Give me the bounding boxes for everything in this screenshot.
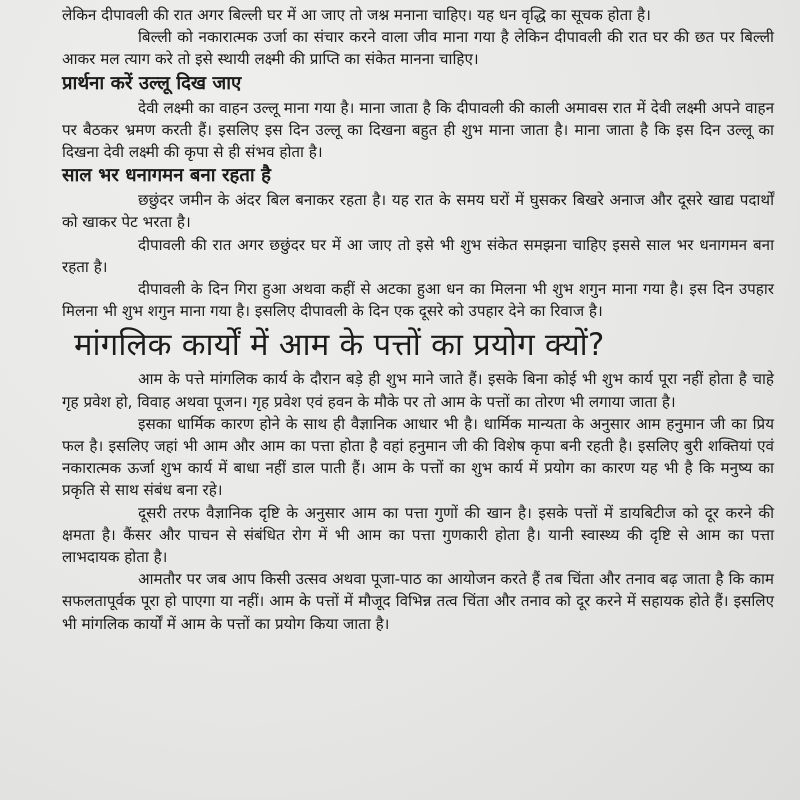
intro-paragraph-1: लेकिन दीपावली की रात अगर बिल्ली घर में आ जाए तो जश्न मनाना चाहिए। यह धन वृद्धि का सूचक होता है। — [62, 6, 651, 24]
mango-paragraph-2: इसका धार्मिक कारण होने के साथ ही वैज्ञानिक आधार भी है। धार्मिक मान्यता के अनुसार आम हनुमान जी का प्रिय फल है। इसलिए जहां भी आम और आम का पत्ता होता है वहां हनुमान जी की विशेष कृपा बनी रहती है। इसलिए बुरी शक्तियां एवं नकारात्मक ऊर्जा शुभ कार्य में बाधा नहीं डाल पाती हैं। आम के पत्तों का शुभ कार्य में प्रयोग का कारण यह भी है कि मनुष्य का प्रकृति से साथ संबंध बना रहे। — [62, 414, 774, 500]
section-heading-owl: प्रार्थना करें उल्लू दिख जाए — [62, 72, 242, 94]
mango-paragraph-4: आमतौर पर जब आप किसी उत्सव अथवा पूजा-पाठ का आयोजन करते हैं तब चिंता और तनाव बढ़ जाता है कि काम सफलतापूर्वक पूरा हो पाएगा या नहीं। आम के पत्तों में मौजूद विभिन्न तत्व चिंता और तनाव को दूर करने में सहायक होते हैं। इसलिए भी मांगलिक कार्यों में आम के पत्तों का प्रयोग किया जाता है। — [62, 570, 774, 633]
newspaper-page — [62, 4, 774, 635]
section-heading-wealth: साल भर धनागमन बना रहता है — [62, 165, 271, 187]
wealth-paragraph-1: छछुंदर जमीन के अंदर बिल बनाकर रहता है। यह रात के समय घरों में घुसकर बिखरे अनाज और दूसरे खाद्य पदार्थों को खाकर पेट भरता है। — [62, 191, 774, 232]
owl-paragraph-1: देवी लक्ष्मी का वाहन उल्लू माना गया है। माना जाता है कि दीपावली की काली अमावस रात में देवी लक्ष्मी अपने वाहन पर बैठकर भ्रमण करती हैं। इसलिए इस दिन उल्लू का दिखना बहुत ही शुभ माना जाता है। माना जाता है कि इस दिन उल्लू का दिखना देवी लक्ष्मी की कृपा से ही संभव होता है। — [62, 98, 774, 162]
wealth-paragraph-3: दीपावली के दिन गिरा हुआ अथवा कहीं से अटका हुआ धन का मिलना भी शुभ शगुन माना गया है। इस दिन उपहार मिलना भी शुभ शगुन माना गया है। इसलिए दीपावली के दिन एक दूसरे को उपहार देने का रिवाज है। — [62, 280, 774, 321]
mango-paragraph-1: आम के पत्ते मांगलिक कार्य के दौरान बड़े ही शुभ माने जाते हैं। इसके बिना कोई भी शुभ कार्य पूरा नहीं होता है चाहे गृह प्रवेश हो, विवाह अथवा पूजन। गृह प्रवेश एवं हवन के मौके पर तो आम के पत्तों का तोरण भी लगाया जाता है। — [62, 370, 774, 411]
intro-paragraph-2: बिल्ली को नकारात्मक उर्जा का संचार करने वाला जीव माना गया है लेकिन दीपावली की रात घर की छत पर बिल्ली आकर मल त्याग करे तो इसे स्थायी लक्ष्मी की प्राप्ति का संकेत मानना चाहिए। — [62, 28, 774, 69]
article-title-mango-leaves: मांगलिक कार्यों में आम के पत्तों का प्रयोग क्यों? — [74, 327, 605, 364]
mango-paragraph-3: दूसरी तरफ वैज्ञानिक दृष्टि के अनुसार आम का पत्ता गुणों की खान है। इसके पत्तों में डायबिटीज को दूर करने की क्षमता है। कैंसर और पाचन से संबंधित रोग में भी आम का पत्ता गुणकारी होता है। यानी स्वास्थ्य की दृष्टि से आम का पत्ता लाभदायक होता है। — [62, 503, 774, 567]
wealth-paragraph-2: दीपावली की रात अगर छछुंदर घर में आ जाए तो इसे भी शुभ संकेत समझना चाहिए इससे साल भर धनागमन बना रहता है। — [62, 235, 774, 276]
